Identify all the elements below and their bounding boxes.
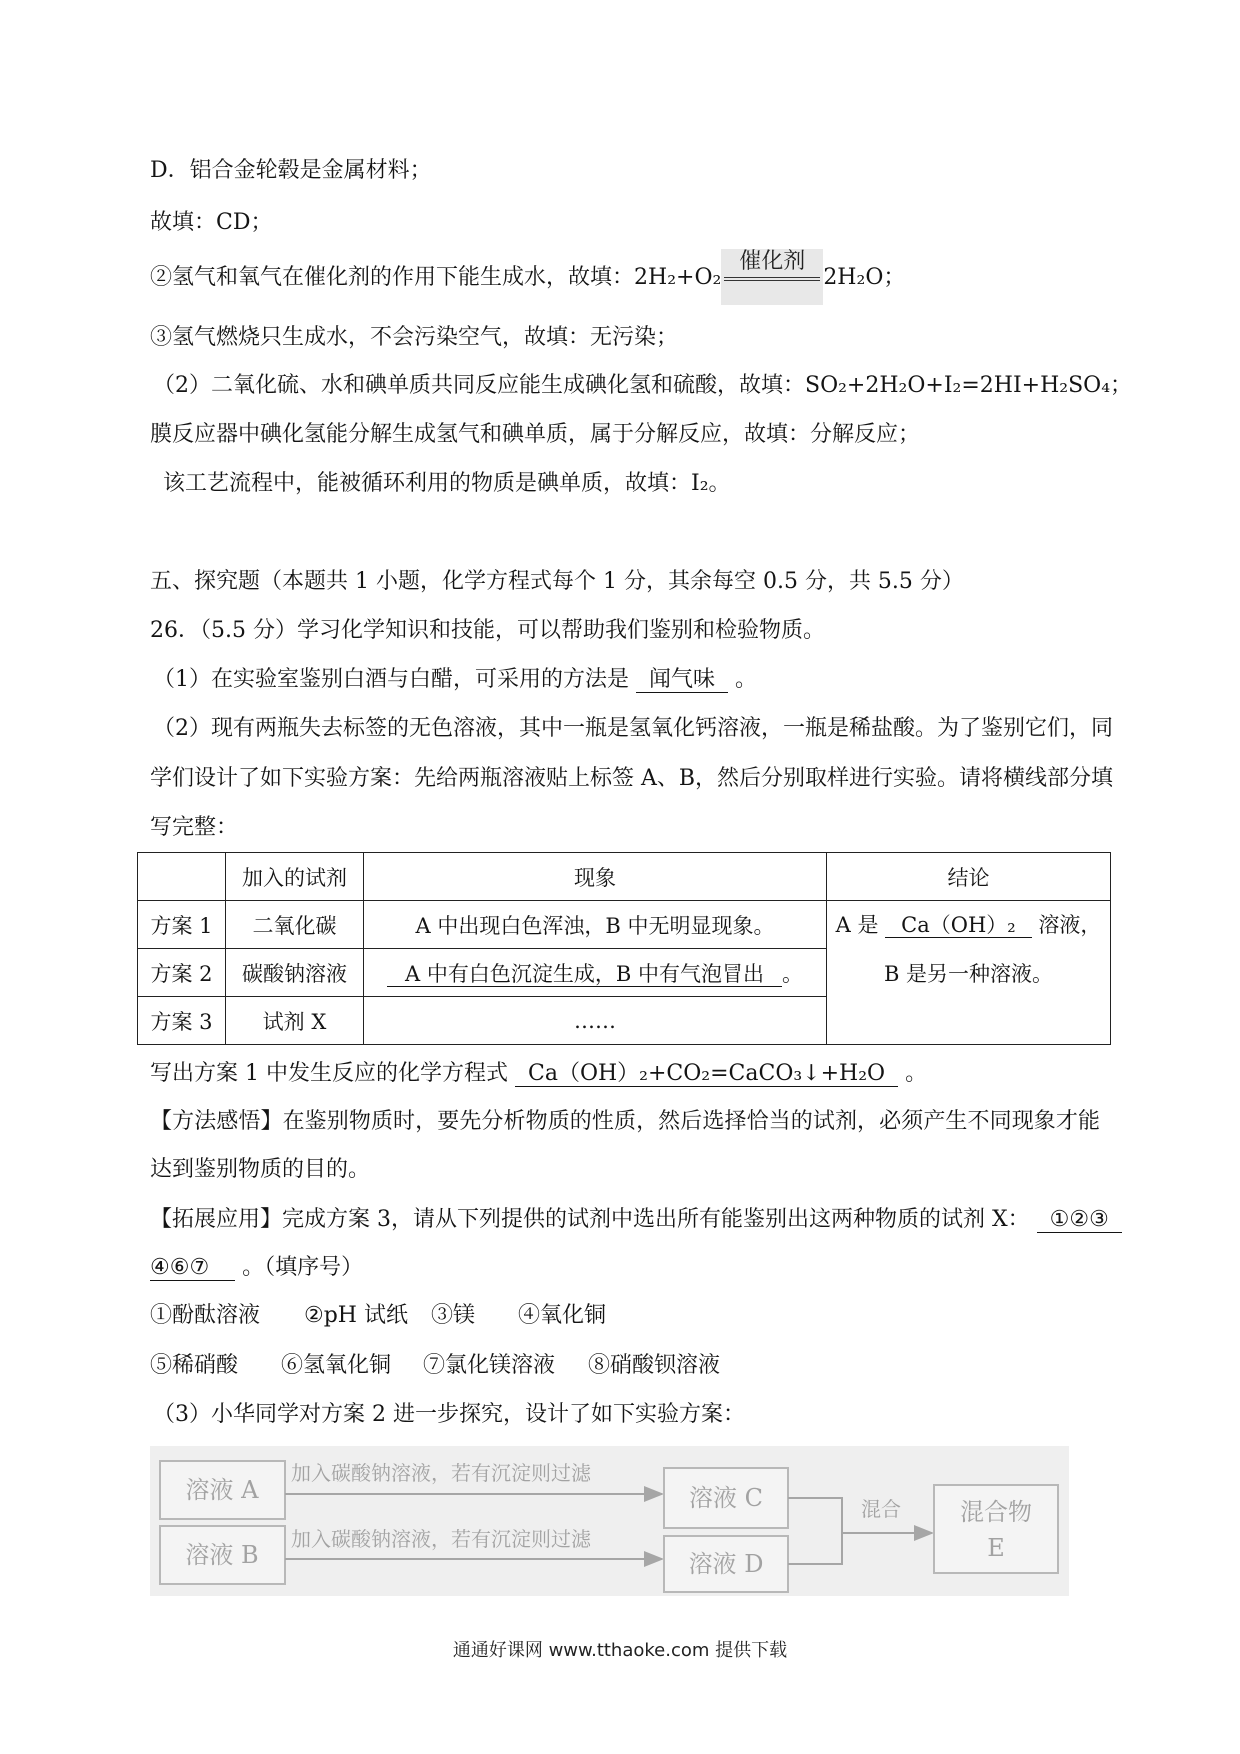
table-header-phenomenon: 现象	[364, 853, 827, 901]
step-b-label: 加入碳酸钠溶液，若有沉淀则过滤	[291, 1527, 591, 1551]
solution-d-label: 溶液 D	[688, 1550, 764, 1578]
plan-phenomenon-answer: A 中有白色沉淀生成，B 中有气泡冒出	[387, 962, 782, 987]
table-header-blank	[138, 853, 226, 901]
conclusion-line-1	[827, 901, 1110, 950]
question-1-suffix: 。	[735, 667, 758, 692]
question-1-prefix: （1）在实验室鉴别白酒与白醋，可采用的方法是	[153, 667, 629, 692]
flow-diagram	[150, 1446, 1069, 1596]
question-1-answer: 闻气味	[636, 667, 728, 693]
reagent-option: ①酚酞溶液	[150, 1303, 261, 1328]
equation-prefix: 写出方案 1 中发生反应的化学方程式	[150, 1061, 508, 1086]
plan-label: 方案 2	[138, 949, 226, 997]
extension-answer-1: ①②③	[1037, 1207, 1122, 1233]
reagent-option: ⑦氯化镁溶液	[423, 1353, 556, 1378]
section-heading: 五、探究题（本题共 1 小题，化学方程式每个 1 分，其余每空 0.5 分，共 5.5 分）	[150, 569, 964, 594]
plan-phenomenon-suffix: 。	[781, 961, 803, 986]
catalyst-condition	[721, 249, 823, 305]
answer-cd-line: 故填：CD；	[150, 210, 273, 235]
no-pollution-line: ③氢气燃烧只生成水，不会污染空气，故填：无污染；	[150, 325, 679, 350]
equation-line	[150, 1059, 927, 1089]
method-line-1: 【方法感悟】在鉴别物质时，要先分析物质的性质，然后选择恰当的试剂，必须产生不同现象才能	[150, 1109, 1100, 1134]
reagent-option: ③镁	[431, 1303, 476, 1328]
answer-d-line: D．铝合金轮毂是金属材料；	[150, 158, 432, 183]
membrane-reactor-line: 膜反应器中碘化氢能分解生成氢气和碘单质，属于分解反应，故填：分解反应；	[150, 422, 921, 447]
plan-phenomenon: ……	[364, 997, 827, 1045]
flow-background	[150, 1446, 1069, 1596]
step-a-label: 加入碳酸钠溶液，若有沉淀则过滤	[291, 1461, 591, 1485]
sulfur-dioxide-line: （2）二氧化硫、水和碘单质共同反应能生成碘化氢和硫酸，故填：SO₂+2H₂O+I₂=2HI+H₂SO₄；	[153, 373, 1133, 398]
reagent-option: ④氧化铜	[518, 1303, 607, 1328]
plan-reagent: 碳酸钠溶液	[226, 949, 364, 997]
solution-a-label: 溶液 A	[185, 1476, 259, 1504]
equation-reactants: 2H₂+O₂	[634, 265, 722, 290]
solution-b-label: 溶液 B	[185, 1541, 259, 1569]
conclusion-suffix: 溶液，	[1038, 913, 1102, 937]
conclusion-cell	[827, 901, 1111, 1045]
experiment-table	[137, 852, 1111, 1045]
table-row	[138, 901, 1111, 949]
conclusion-answer: Ca（OH）₂	[885, 913, 1032, 938]
equation-suffix: 。	[905, 1061, 928, 1086]
question-26-stem: 26．（5.5 分）学习化学知识和技能，可以帮助我们鉴别和检验物质。	[150, 618, 825, 643]
equals-sign	[724, 277, 820, 281]
question-1-line	[153, 665, 757, 695]
extension-prefix: 【拓展应用】完成方案 3，请从下列提供的试剂中选出所有能鉴别出这两种物质的试剂 X：	[150, 1207, 1030, 1232]
extension-line-1	[150, 1205, 1122, 1235]
equation-product: 2H₂O；	[823, 265, 906, 290]
mixture-label: 混合物	[960, 1498, 1032, 1526]
conclusion-prefix: A 是	[835, 913, 879, 937]
extension-answer-2: ④⑥⑦	[150, 1255, 235, 1281]
page-footer: 通通好课网 www.tthaoke.com 提供下载	[452, 1640, 788, 1661]
extension-line-2	[150, 1253, 363, 1283]
table-header-conclusion: 结论	[827, 853, 1111, 901]
question-2-line-2: 学们设计了如下实验方案：先给两瓶溶液贴上标签 A、B，然后分别取样进行实验。请将横线部分填	[150, 766, 1114, 791]
plan-reagent: 二氧化碳	[226, 901, 364, 949]
question-2-line-1: （2）现有两瓶失去标签的无色溶液，其中一瓶是氢氧化钙溶液，一瓶是稀盐酸。为了鉴别它们，同	[153, 716, 1114, 741]
hydrogen-oxygen-line	[150, 249, 906, 293]
catalyst-label: 催化剂	[739, 249, 806, 274]
question-2-line-3: 写完整：	[150, 815, 239, 840]
reagent-option: ⑧硝酸钡溶液	[588, 1353, 721, 1378]
plan-label: 方案 1	[138, 901, 226, 949]
plan-phenomenon: A 中出现白色浑浊，B 中无明显现象。	[364, 901, 827, 949]
reagent-option: ⑤稀硝酸	[150, 1353, 239, 1378]
part-3-line: （3）小华同学对方案 2 进一步探究，设计了如下实验方案：	[153, 1402, 745, 1427]
plan-label: 方案 3	[138, 997, 226, 1045]
mixture-letter: E	[987, 1534, 1005, 1562]
method-line-2: 达到鉴别物质的目的。	[150, 1157, 371, 1182]
table-header-row	[138, 853, 1111, 901]
hydrogen-oxygen-text: ②氢气和氧气在催化剂的作用下能生成水，故填：	[150, 265, 635, 290]
plan-reagent: 试剂 X	[226, 997, 364, 1045]
solution-c-label: 溶液 C	[689, 1484, 763, 1512]
table-header-reagent: 加入的试剂	[226, 853, 364, 901]
mix-label: 混合	[861, 1497, 901, 1521]
recycle-line: 该工艺流程中，能被循环利用的物质是碘单质，故填：I₂。	[163, 471, 731, 496]
plan-phenomenon	[364, 949, 827, 997]
reagent-option: ②pH 试纸	[304, 1303, 408, 1328]
conclusion-line-2: B 是另一种溶液。	[883, 962, 1054, 986]
extension-suffix: 。（填序号）	[242, 1255, 364, 1280]
reagent-option: ⑥氢氧化铜	[281, 1353, 392, 1378]
equation-answer: Ca（OH）₂+CO₂=CaCO₃↓+H₂O	[515, 1061, 898, 1087]
